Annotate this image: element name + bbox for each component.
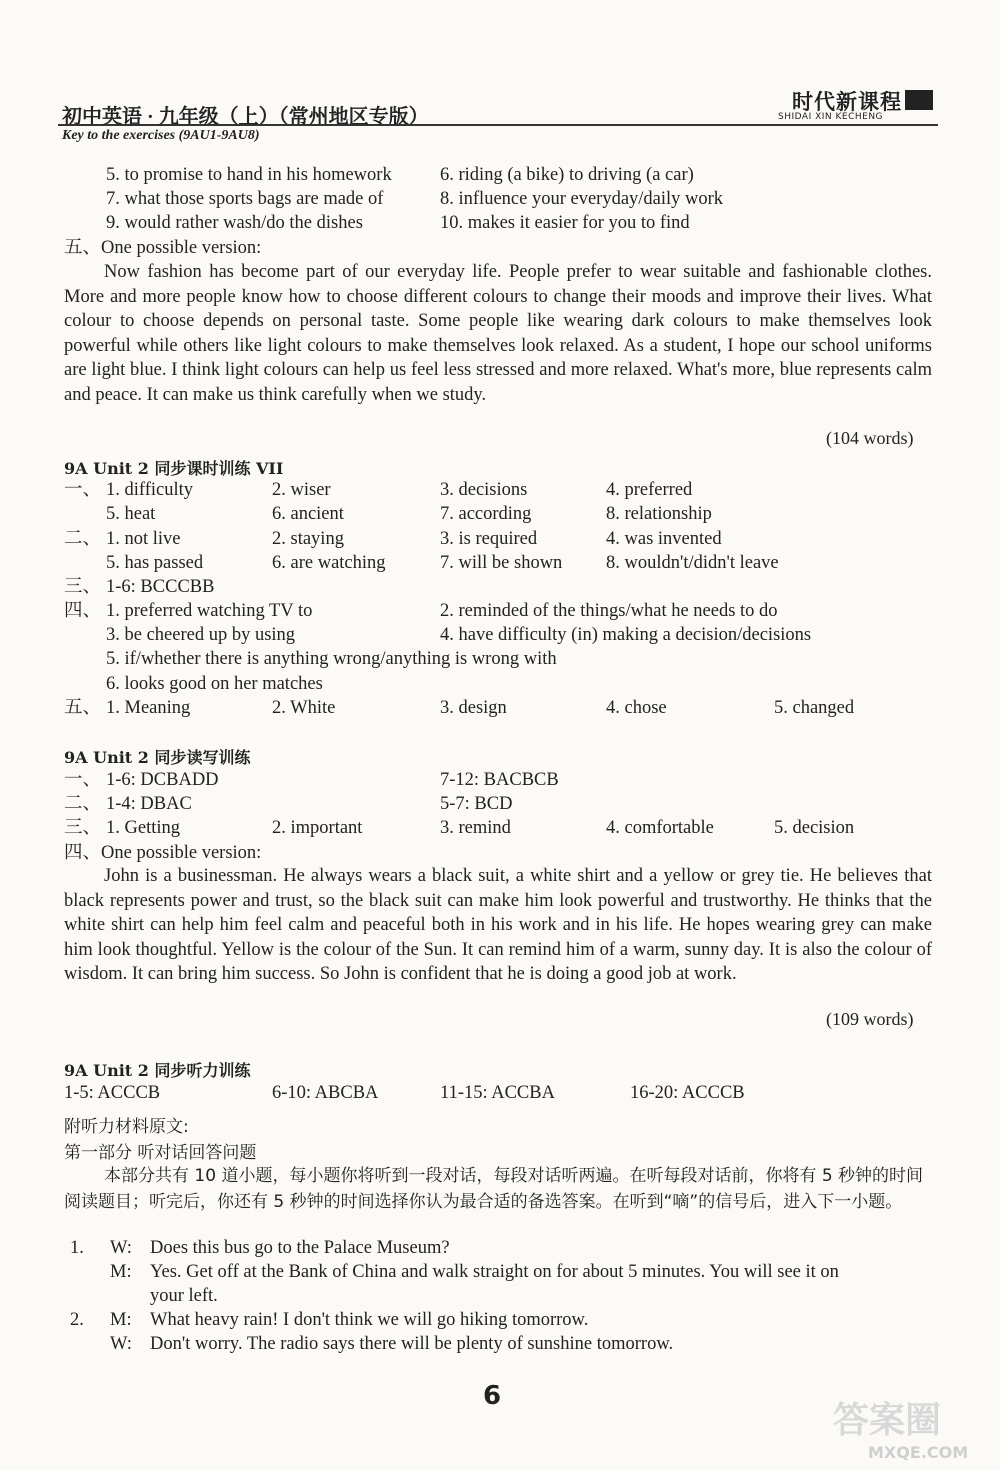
answer-item: 11-15: ACCBA xyxy=(440,1083,555,1103)
dialogue-line: Don't worry. The radio says there will be plenty of sunshine tomorrow. xyxy=(150,1334,674,1354)
answer-item: 5. if/whether there is anything wrong/anything is wrong with xyxy=(106,649,557,669)
answer-item: 1-4: DBAC xyxy=(106,794,192,814)
speaker: W: xyxy=(110,1334,132,1354)
essay-paragraph xyxy=(64,260,932,407)
page-number: 6 xyxy=(483,1381,502,1411)
answer-item: 5. has passed xyxy=(106,553,204,573)
question-label: 五、 xyxy=(64,698,102,718)
dialogue-line: Does this bus go to the Palace Museum? xyxy=(150,1238,450,1258)
essay-text: John is a businessman. He always wears a black suit, a white shirt and a yellow or grey tie. He believes that black represents power and trust, so the black suit can make him look powerful and trustworthy. He thinks that the white shirt can help him feel calm and peaceful both in his work and in his life. He hopes wearing grey can make him look thoughtful. Yellow is the colour of the Sun. It can remind him of a warm, sunny day. It is also the colour of wisdom. It can bring him success. So John is confident that he is doing a good job at work. xyxy=(64,866,932,984)
speaker: M: xyxy=(110,1310,132,1330)
question-label: 一、 xyxy=(64,480,102,500)
watermark-logo: 答案圈 xyxy=(833,1400,942,1441)
section-title: 9A Unit 2 同步听力训练 xyxy=(64,1061,251,1080)
essay-label: 五、One possible version: xyxy=(64,238,262,258)
answer-item: 3. be cheered up by using xyxy=(106,625,296,645)
answer-item: 5. changed xyxy=(774,698,855,718)
question-label: 一、 xyxy=(64,770,102,790)
transcript-title: 附听力材料原文: xyxy=(64,1117,189,1137)
publisher-pinyin: SHIDAI XIN KECHENG xyxy=(778,112,884,122)
answer-item: 3. is required xyxy=(440,529,538,549)
answer-item: 5. decision xyxy=(774,818,855,838)
answer-item: 8. influence your everyday/daily work xyxy=(440,189,724,209)
answer-item: 2. staying xyxy=(272,529,344,549)
dialogue-number: 2. xyxy=(70,1310,84,1330)
question-label: 三、 xyxy=(64,577,102,597)
answer-item: 3. decisions xyxy=(440,480,528,500)
answer-item: 8. wouldn't/didn't leave xyxy=(606,553,779,573)
speaker: W: xyxy=(110,1238,132,1258)
answer-item: 4. comfortable xyxy=(606,818,714,838)
publisher-brand: 时代新课程 xyxy=(792,90,902,114)
answer-item: 6. ancient xyxy=(272,504,344,524)
section-title: 9A Unit 2 同步读写训练 xyxy=(64,748,251,767)
question-label: 二、 xyxy=(64,794,102,814)
answer-item: 5-7: BCD xyxy=(440,794,513,814)
answer-item: 16-20: ACCCB xyxy=(630,1083,745,1103)
dialogue-number: 1. xyxy=(70,1238,84,1258)
answer-item: 9. would rather wash/do the dishes xyxy=(106,213,363,233)
answer-item: 1-5: ACCCB xyxy=(64,1083,161,1103)
instructions: 本部分共有 10 道小题，每小题你将听到一段对话，每段对话听两遍。在听每段对话前，你将有 5 秒钟的时间阅读题目；听完后，你还有 5 秒钟的时间选择你认为最合适的备选答案。在听到“嘀”的信号后，进入下一小题。 xyxy=(64,1166,924,1212)
answer-item: 7. what those sports bags are made of xyxy=(106,189,384,209)
answer-item: 6. looks good on her matches xyxy=(106,674,323,694)
answer-item: 5. heat xyxy=(106,504,156,524)
answer-item: 1. not live xyxy=(106,529,181,549)
answer-item: 4. chose xyxy=(606,698,667,718)
part-title: 第一部分 听对话回答问题 xyxy=(64,1143,257,1163)
answer-item: 1. difficulty xyxy=(106,480,194,500)
question-label: 四、 xyxy=(64,601,102,621)
answer-item: 2. White xyxy=(272,698,336,718)
answer-item: 3. remind xyxy=(440,818,511,838)
dialogue-line: What heavy rain! I don't think we will go hiking tomorrow. xyxy=(150,1310,589,1330)
dialogue-line: your left. xyxy=(150,1286,218,1306)
answer-item: 2. wiser xyxy=(272,480,331,500)
answer-item: 1-6: BCCCBB xyxy=(106,577,215,597)
word-count: (109 words) xyxy=(826,1009,914,1029)
answer-item: 6. are watching xyxy=(272,553,386,573)
question-label: 二、 xyxy=(64,529,102,549)
answer-item: 2. reminded of the things/what he needs to do xyxy=(440,601,778,621)
answer-item: 6. riding (a bike) to driving (a car) xyxy=(440,165,694,185)
word-count: (104 words) xyxy=(826,428,914,448)
answer-item: 2. important xyxy=(272,818,363,838)
header-rule xyxy=(58,124,938,126)
answer-item: 7. will be shown xyxy=(440,553,563,573)
answer-item: 3. design xyxy=(440,698,507,718)
answer-item: 1. preferred watching TV to xyxy=(106,601,313,621)
speaker: M: xyxy=(110,1262,132,1282)
essay-text: Now fashion has become part of our everyday life. People prefer to wear suitable and fashionable clothes. More and more people know how to choose different colours to change their moods and improve their lives. What colour to choose depends on personal taste. Some people like wearing dark colours to make themselves look powerful while others like light colours to make themselves look relaxed. As a student, I hope our school uniforms are light blue. I think light colours can help us feel less stressed and more relaxed. What's more, blue represents calm and peace. It can make us think carefully when we study. xyxy=(64,262,932,405)
essay-paragraph xyxy=(64,864,932,987)
answer-item: 7. according xyxy=(440,504,532,524)
essay-label: 四、One possible version: xyxy=(64,843,262,863)
answer-item: 1. Meaning xyxy=(106,698,191,718)
answer-item: 4. have difficulty (in) making a decision/decisions xyxy=(440,625,812,645)
answer-item: 6-10: ABCBA xyxy=(272,1083,379,1103)
watermark-url: MXQE.COM xyxy=(868,1443,969,1462)
section-title: 9A Unit 2 同步课时训练 VII xyxy=(64,459,284,478)
question-label: 三、 xyxy=(64,818,102,838)
dialogue-line: Yes. Get off at the Bank of China and walk straight on for about 5 minutes. You will see it on xyxy=(150,1262,839,1282)
answer-item: 4. was invented xyxy=(606,529,722,549)
answer-item: 1. Getting xyxy=(106,818,180,838)
book-title: 初中英语 · 九年级（上）（常州地区专版） xyxy=(62,106,429,128)
answer-item: 5. to promise to hand in his homework xyxy=(106,165,392,185)
brand-logo-icon xyxy=(905,90,933,110)
answer-item: 10. makes it easier for you to find xyxy=(440,213,690,233)
answer-item: 4. preferred xyxy=(606,480,693,500)
answer-item: 7-12: BACBCB xyxy=(440,770,559,790)
answer-item: 8. relationship xyxy=(606,504,712,524)
answer-item: 1-6: DCBADD xyxy=(106,770,219,790)
book-subtitle: Key to the exercises (9AU1-9AU8) xyxy=(62,128,260,143)
